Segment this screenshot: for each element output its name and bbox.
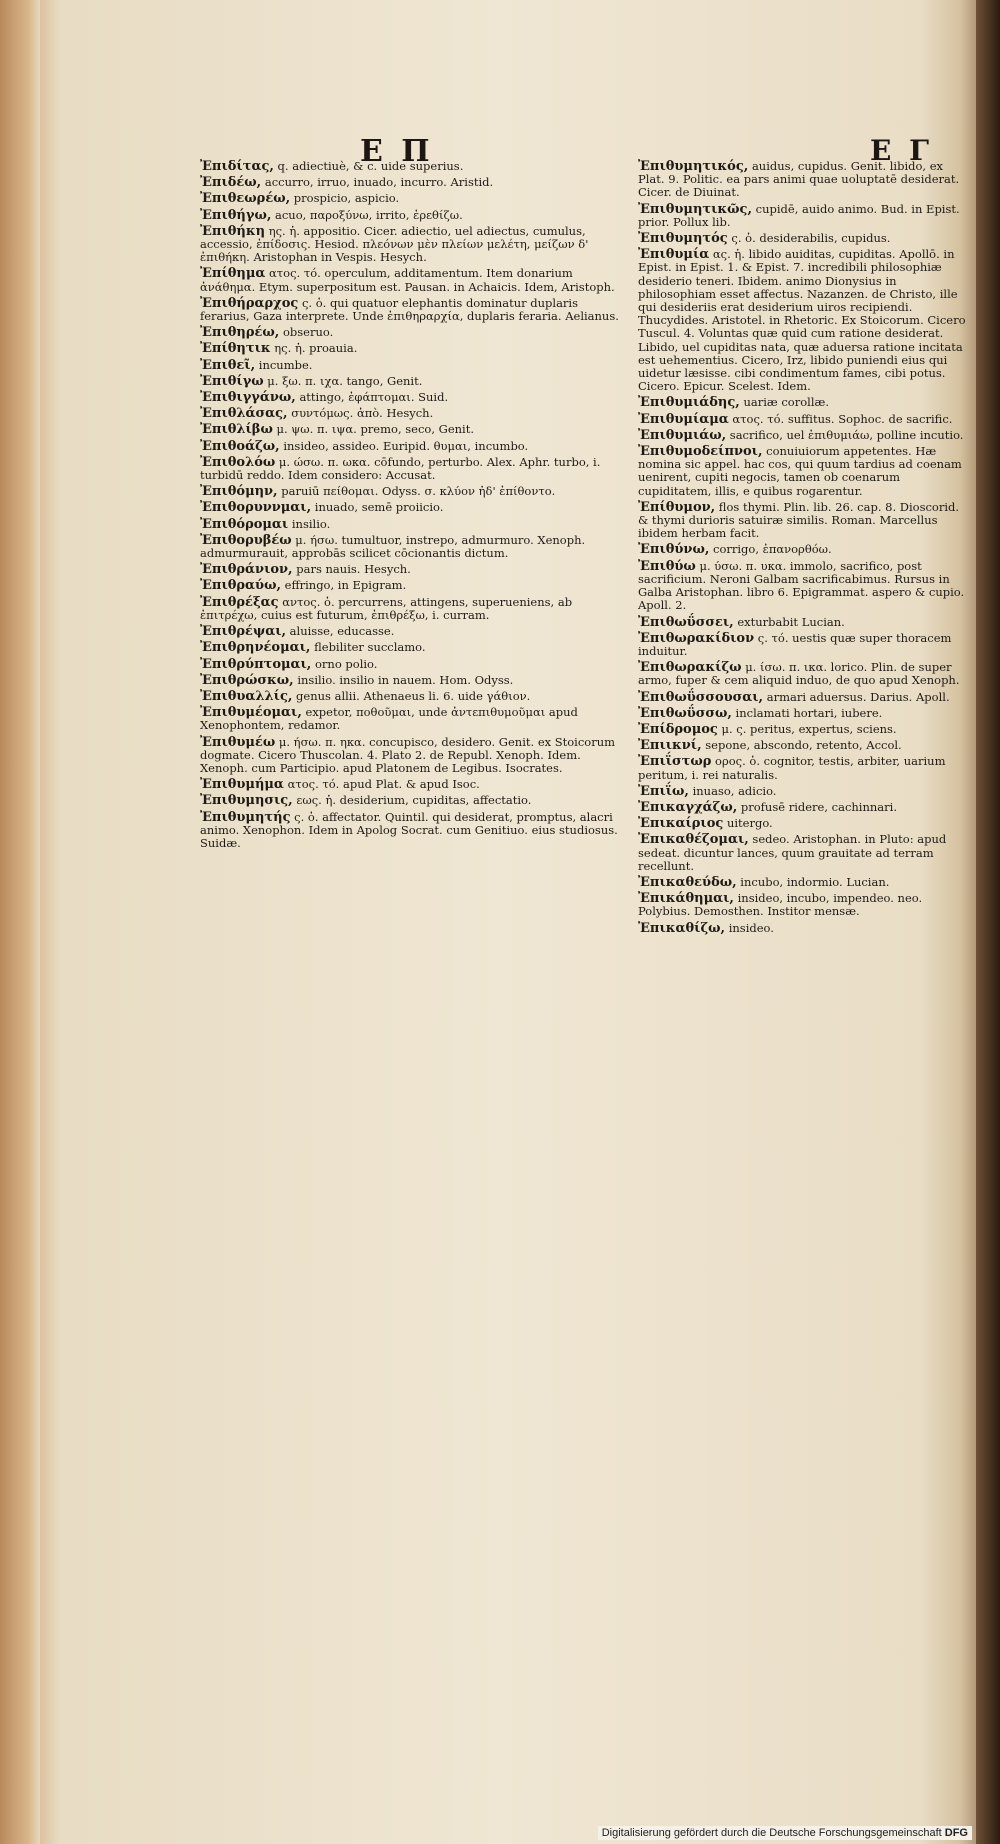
entry-headword: Ἐπιθήραρχος <box>200 295 299 311</box>
entry-definition: ης. ἡ. proauia. <box>270 341 358 356</box>
dfg-logo: DFG <box>944 1827 968 1839</box>
entry-definition: auidus, cupidus. Genit. libido, ex Plat. 9. Politic. ea pars animi quae uoluptatē desiderat. Cicer. de Diuinat. <box>638 159 960 200</box>
entry-definition: ς. τό. uestis quæ super thoracem induitur. <box>638 630 952 658</box>
entry-definition: ας. ἡ. libido auiditas, cupiditas. Apollō. in Epist. in Epist. 1. & Epist. 7. incredibili philosophiæ desiderio teneri. Ibidem. animo Dionysius in philosophiam esset affectus. Nazanzen. de Christo, ille qui desideriis erat desiderium uiros recipiendi. Thucydides. Aristotel. in Rhetoric. Ex Stoicorum. Cicero Tuscul. 4. Voluntas quæ quid cum ratione desiderat. Libido, uel cupiditas nata, quæ aduersa ratione incitata est uehementius. Cicero, Irz, libido puniendi eius qui uidetur læsisse. cibi condimentum fames, cibi potus. Cicero. Epicur. Scelest. Idem. <box>638 247 966 394</box>
entry-headword: Ἐπιθύνω, <box>638 542 710 558</box>
entry-headword: Ἐπικαθεύδω, <box>638 874 737 890</box>
entry-headword: Ἐπιθυμιάω, <box>638 427 727 443</box>
entry-definition: uitergo. <box>723 816 773 831</box>
dictionary-entry <box>200 794 620 807</box>
entry-definition: inclamati hortari, iubere. <box>731 705 883 720</box>
dictionary-entry <box>200 501 620 514</box>
entry-headword: Ἐπιθολόω <box>200 454 276 470</box>
entry-definition: μ. ς. peritus, expertus, sciens. <box>717 721 897 736</box>
entry-headword: Ἐπιθυμησις, <box>200 793 293 809</box>
entry-headword: Ἐπιθυμοδείπνοι, <box>638 444 763 460</box>
dictionary-entry <box>200 391 620 404</box>
entry-definition: inuado, semē proiicio. <box>311 500 444 515</box>
entry-definition: ς. ὁ. affectator. Quintil. qui desiderat, promptus, alacri animo. Xenophon. Idem in Apolog Socrat. cum Genitiuo. eius studiosus. Suidæ. <box>200 809 618 850</box>
dictionary-entry <box>200 596 620 622</box>
dictionary-entry <box>200 674 620 687</box>
dictionary-entry <box>200 326 620 339</box>
entry-headword: Ἐπιθωΰσσει, <box>638 614 734 630</box>
entry-definition: insilio. insilio in nauem. Hom. Odyss. <box>293 672 514 687</box>
dictionary-entry <box>200 407 620 420</box>
entry-definition: insilio. <box>288 516 331 531</box>
book-binding <box>976 0 1000 1844</box>
dictionary-entry <box>200 579 620 592</box>
entry-definition: accurro, irruo, inuado, incurro. Aristid. <box>261 175 494 190</box>
entry-definition: genus allii. Athenaeus li. 6. uide γάθιον. <box>292 688 531 703</box>
entry-headword: Ἐπιθυμέω <box>200 734 276 750</box>
entry-definition: acuo, παροξύνω, irrito, ἐρεθίζω. <box>271 207 463 222</box>
entry-definition: συντόμως. ἀπὸ. Hesych. <box>287 406 434 421</box>
entry-definition: εως. ἡ. desiderium, cupiditas, affectatio. <box>292 793 532 808</box>
entry-definition: obseruo. <box>279 325 334 340</box>
entry-headword: Ἐπιθόρομαι <box>200 516 289 532</box>
entry-headword: Ἐπικαθίζω, <box>638 920 726 936</box>
entry-definition: ατος. τό. suffitus. Sophoc. de sacrific. <box>728 411 953 426</box>
dictionary-entry <box>200 192 620 205</box>
entry-definition: ς. ὁ. desiderabilis, cupidus. <box>727 231 891 246</box>
entry-definition: μ. ψω. π. ιψα. premo, seco, Genit. <box>272 422 474 437</box>
entry-headword: Ἐπιθηρέω, <box>200 325 280 341</box>
entry-definition: insideo, incubo, impendeo. neo. Polybius. Demosthen. Institor mensæ. <box>638 891 923 919</box>
dictionary-entry <box>200 485 620 498</box>
entry-definition: incubo, indormio. Lucian. <box>736 874 890 889</box>
dictionary-entry <box>638 723 968 736</box>
entry-headword: Ἐπιθρύπτομαι, <box>200 656 312 672</box>
entry-definition: μ. ήσω. π. ηκα. concupisco, desidero. Genit. ex Stoicorum dogmate. Cicero Thuscolan. 4. Plato 2. de Republ. Xenoph. Idem. Xenoph. cum Participio. apud Platonem de Legibus. Isocrates. <box>200 734 616 775</box>
dictionary-entry <box>200 534 620 560</box>
entry-definition: pars nauis. Hesych. <box>292 562 411 577</box>
entry-definition: flos thymi. Plin. lib. 26. cap. 8. Dioscorid. & thymi durioris satuiræ similis. Roman. Marcellus ibidem herbam facit. <box>638 499 960 541</box>
entry-headword: Ἐπιθυμητικῶς, <box>638 201 752 217</box>
dictionary-entry <box>200 297 620 323</box>
entry-definition: μ. ξω. π. ιχα. tango, Genit. <box>263 373 423 388</box>
entry-definition: orno polio. <box>311 656 378 671</box>
dictionary-entry <box>200 690 620 703</box>
dictionary-entry <box>638 755 968 781</box>
dictionary-entry <box>200 267 620 293</box>
page-edge <box>0 0 40 1844</box>
entry-definition: conuiuiorum appetentes. Hæ nomina sic appel. hac cos, qui quum tardius ad coenam uenirent, cupiti negocis, tamen ob coenarum cupiditatem, illis, e quibus rogarentur. <box>638 444 962 498</box>
entry-headword: Ἐπιθυμία <box>638 247 710 263</box>
entry-headword: Ἐπιθυμητής <box>200 809 291 825</box>
dictionary-entry <box>638 833 968 873</box>
entry-definition: ορος. ὁ. cognitor, testis, arbiter, uarium peritum, i. rei naturalis. <box>638 754 946 782</box>
entry-headword: Ἐπικαθέζομαι, <box>638 832 749 848</box>
entry-definition: insideo. <box>725 920 774 935</box>
entry-definition: inuaso, adicio. <box>688 783 777 798</box>
dictionary-entry <box>638 739 968 752</box>
entry-headword: Ἐπιδέω, <box>200 175 262 191</box>
entry-definition: corrigo, ἐπανορθόω. <box>709 542 832 557</box>
entry-definition: expetor, ποθοῦμαι, unde ἀντεπιθυμοῦμαι apud Xenophontem, redamor. <box>200 705 578 733</box>
entry-headword: Ἐπιθωρακίδιον <box>638 630 755 646</box>
dictionary-entry <box>638 248 968 393</box>
dictionary-entry <box>638 785 968 798</box>
entry-headword: Ἐπιθρέψαι, <box>200 624 287 640</box>
entry-definition: attingo, ἐφάπτομαι. Suid. <box>295 390 449 405</box>
dictionary-entry <box>638 892 968 918</box>
right-running-head: Ε Γ <box>870 134 933 167</box>
left-column <box>200 160 620 853</box>
dictionary-entry <box>200 641 620 654</box>
entry-headword: Ἐπιθυαλλίς, <box>200 688 293 704</box>
dictionary-entry <box>200 375 620 388</box>
entry-headword: Ἐπίθημα <box>200 266 266 282</box>
dictionary-entry <box>638 413 968 426</box>
dictionary-entry <box>638 445 968 498</box>
entry-definition: μ. ίσω. π. ικα. lorico. Plin. de super armo, fuper & cem aliquid induo, de quo apud Xenoph. <box>638 660 960 688</box>
dictionary-entry <box>638 203 968 229</box>
entry-headword: Ἐπιθεῖ, <box>200 357 256 373</box>
entry-definition: effringo, in Epigram. <box>280 578 407 593</box>
dictionary-entry <box>200 225 620 265</box>
entry-headword: Ἐπιθορυβέω <box>200 532 292 548</box>
digitization-note: Digitalisierung gefördert durch die Deutsche Forschungsgemeinschaft <box>601 1827 942 1839</box>
dictionary-entry <box>200 736 620 776</box>
entry-headword: Ἐπιθρηνέομαι, <box>200 640 311 656</box>
entry-definition: profusē ridere, cachinnari. <box>737 799 897 814</box>
entry-headword: Ἐπιθήκη <box>200 223 266 239</box>
entry-definition: sepone, abscondo, retento, Accol. <box>701 738 902 753</box>
entry-definition: insideo, assideo. Euripid. θυμαι, incumbo. <box>279 438 529 453</box>
entry-headword: Ἐπιθυμητικός, <box>638 159 749 174</box>
dictionary-entry <box>638 801 968 814</box>
dictionary-entry <box>200 518 620 531</box>
entry-headword: Ἐπιθυμιάδης, <box>638 395 740 411</box>
entry-definition: uariæ corollæ. <box>739 395 829 410</box>
entry-definition: μ. ήσω. tumultuor, instrepo, admurmuro. Xenoph. admurmurauit, approbās scilicet cōcionantis dictum. <box>200 532 586 561</box>
entry-headword: Ἐπίδρομος <box>638 721 718 737</box>
dictionary-entry <box>200 423 620 436</box>
dictionary-entry <box>200 706 620 732</box>
entry-headword: Ἐπιθίγω <box>200 373 264 389</box>
entry-headword: Ἐπιθωΰσσουσαι, <box>638 689 764 705</box>
entry-definition: ης. ἡ. appositio. Cicer. adiectio, uel adiectus, cumulus, accessio, ἐπίδοσις. Hesiod. πλεόνων μὲν πλείων μελέτη, μείζων δ' ἐπιθήκη. Aristophan in Vespis. Hesych. <box>200 223 589 265</box>
entry-definition: μ. ύσω. π. υκα. immolo, sacrifico, post sacrificium. Neroni Galbam sacrificabimus. Rursus in Galba Aristophan. libro 6. Epigrammat. aspero & cupio. Apoll. 2. <box>638 558 965 613</box>
entry-definition: cupidē, auido animo. Bud. in Epist. prior. Pollux lib. <box>638 201 960 229</box>
dictionary-entry <box>638 232 968 245</box>
entry-definition: ς. ὁ. qui quatuor elephantis dominatur duplaris ferarius, Gaza interprete. Unde ἐπιθηραρχία, duplaris feraria. Aelianus. <box>200 295 619 324</box>
digitization-footer <box>598 1826 972 1840</box>
dictionary-entry <box>638 543 968 556</box>
dictionary-entry <box>200 359 620 372</box>
dictionary-entry <box>200 342 620 355</box>
dictionary-entry <box>200 456 620 482</box>
dictionary-entry <box>200 658 620 671</box>
entry-headword: Ἐπιΐω, <box>638 783 689 799</box>
left-running-head: Ε Π <box>360 134 434 169</box>
entry-definition: armari aduersus. Darius. Apoll. <box>763 689 950 704</box>
dictionary-entry <box>638 876 968 889</box>
entry-definition: incumbe. <box>255 357 313 372</box>
entry-definition: prospicio, aspicio. <box>290 191 400 206</box>
entry-headword: Ἐπιδίτας, <box>200 159 274 174</box>
entry-headword: Ἐπιθυμίαμα <box>638 411 729 427</box>
entry-definition: q. adiectiuè, & c. uide superius. <box>273 159 464 173</box>
dictionary-entry <box>638 661 968 687</box>
entry-headword: Ἐπιθοάζω, <box>200 438 280 454</box>
entry-definition: exturbabit Lucian. <box>733 614 845 629</box>
dictionary-entry <box>200 625 620 638</box>
dictionary-entry <box>638 707 968 720</box>
dictionary-entry <box>200 160 620 173</box>
entry-headword: Ἐπιθράνιον, <box>200 562 293 578</box>
entry-headword: Ἐπιθυμέομαι, <box>200 705 302 721</box>
entry-headword: Ἐπιΐστωρ <box>638 754 712 770</box>
entry-headword: Ἐπιθυμήμα <box>200 777 284 793</box>
dictionary-entry <box>638 560 968 613</box>
entry-headword: Ἐπιθρέξας <box>200 594 279 610</box>
dictionary-entry <box>638 817 968 830</box>
entry-headword: Ἐπιθρώσκω, <box>200 672 294 688</box>
dictionary-entry <box>638 632 968 658</box>
entry-headword: Ἐπιθεωρέω, <box>200 191 291 207</box>
entry-definition: sacrifico, uel ἐπιθυμιάω, polline incutio. <box>726 427 964 442</box>
entry-headword: Ἐπιθορυννμαι, <box>200 500 312 516</box>
entry-headword: Ἐπίθητικ <box>200 341 271 357</box>
dictionary-entry <box>200 778 620 791</box>
entry-headword: Ἐπικαίριος <box>638 816 724 832</box>
dictionary-entry <box>200 176 620 189</box>
entry-headword: Ἐπιθωΰσσω, <box>638 705 732 721</box>
entry-headword: Ἐπιθήγω, <box>200 207 272 223</box>
entry-headword: Ἐπιθύω <box>638 558 696 574</box>
entry-headword: Ἐπιθλάσας, <box>200 406 288 422</box>
dictionary-entry <box>638 429 968 442</box>
entry-definition: aluisse, educasse. <box>286 624 395 639</box>
entry-headword: Ἐπίθυμον, <box>638 499 716 515</box>
entry-definition: sedeo. Aristophan. in Pluto: apud sedeat. dicuntur lances, quum grauitate ad terram recellunt. <box>638 832 947 873</box>
entry-definition: αντος. ὁ. percurrens, attingens, superueniens, ab ἐπιτρέχω, cuius est futurum, ἐπιθρέξω, i. curram. <box>200 594 573 622</box>
dictionary-entry <box>638 160 968 200</box>
entry-headword: Ἐπιθόμην, <box>200 484 278 500</box>
dictionary-entry <box>638 616 968 629</box>
entry-headword: Ἐπιθωρακίζω <box>638 660 742 676</box>
entry-definition: ατος. τό. apud Plat. & apud Isoc. <box>283 777 480 792</box>
entry-headword: Ἐπιθυμητός <box>638 231 728 247</box>
entry-headword: Ἐπικάθημαι, <box>638 891 734 907</box>
right-column <box>638 160 968 938</box>
entry-headword: Ἐπιικνί, <box>638 738 702 754</box>
dictionary-entry <box>638 501 968 541</box>
dictionary-entry <box>200 811 620 851</box>
entry-headword: Ἐπιθιγγάνω, <box>200 390 296 406</box>
dictionary-entry <box>200 209 620 222</box>
entry-headword: Ἐπιθλίβω <box>200 422 273 438</box>
dictionary-entry <box>200 440 620 453</box>
entry-definition: ατος. τό. operculum, additamentum. Item donarium ἀνάθημα. Etym. superpositum est. Pausan. in Achaicis. Idem, Aristoph. <box>200 266 615 294</box>
dictionary-entry <box>638 691 968 704</box>
dictionary-entry <box>638 396 968 409</box>
entry-headword: Ἐπιθραύω, <box>200 578 281 594</box>
dictionary-entry <box>200 563 620 576</box>
entry-definition: paruiū πείθομαι. Odyss. σ. κλύον ἠδ' ἐπίθοντο. <box>277 484 556 499</box>
entry-definition: flebiliter succlamo. <box>310 640 426 655</box>
dictionary-entry <box>638 922 968 935</box>
entry-headword: Ἐπικαγχάζω, <box>638 799 738 815</box>
entry-definition: μ. ώσω. π. ωκα. cōfundo, perturbo. Alex. Aphr. turbo, i. turbidū reddo. Idem considero: Accusat. <box>200 454 601 483</box>
